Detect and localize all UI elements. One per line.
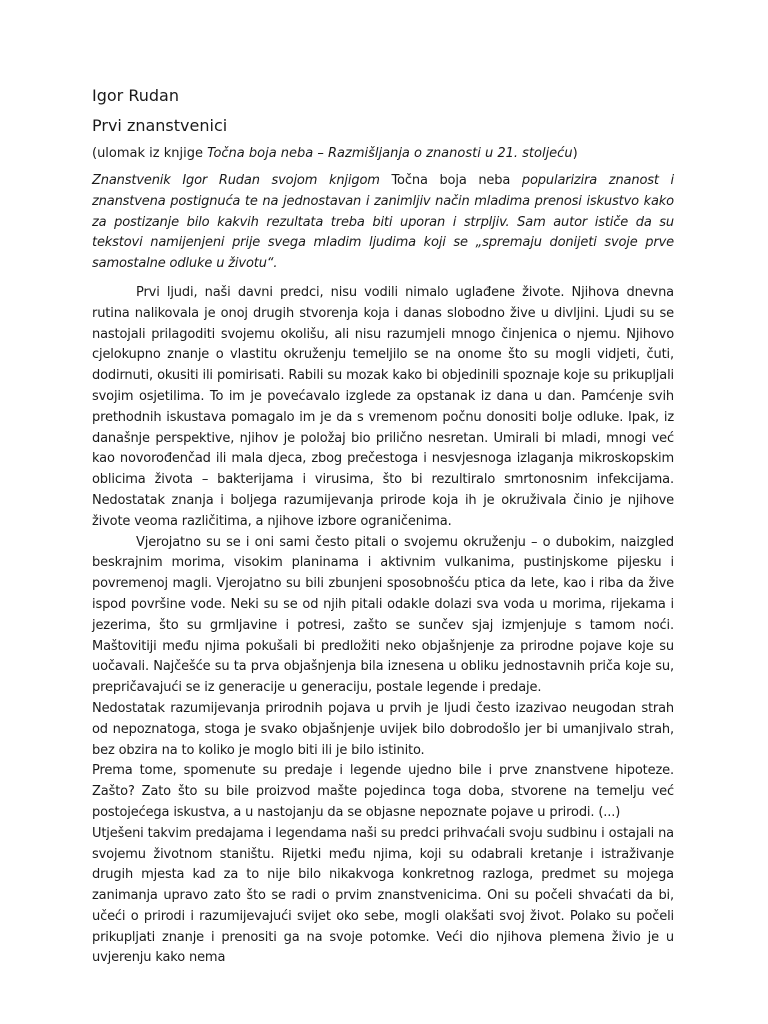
article-title: Prvi znanstvenici <box>92 116 228 135</box>
body-paragraph-4: Prema tome, spomenute su predaje i legende ujedno bile i prve znanstvene hipoteze. Zašto? Zato što su bile proizvod mašte pojedinca toga doba, stvorene na temelju već postojećega iskustva, a u nastojanju da se objasne nepoznate pojave u prirodi. (...) <box>92 763 674 820</box>
document-page <box>92 84 674 969</box>
source-note <box>92 144 674 164</box>
author-name: Igor Rudan <box>92 86 179 105</box>
body-paragraph-3: Nedostatak razumijevanja prirodnih pojava u prvih je ljudi često izazivao neugodan strah od nepoznatoga, stoga je svako objašnjenje uvijek bilo dobrodošlo jer bi umanjivalo strah, bez obzira na to koliko je moglo biti ili je bilo istinito. <box>92 700 674 758</box>
intro-part-1: Znanstvenik Igor Rudan svojom knjigom <box>92 173 392 188</box>
body-paragraph-5: Utješeni takvim predajama i legendama naši su predci prihvaćali svoju sudbinu i ostajali na svojemu životnom staništu. Rijetki među njima, koji su odabrali kretanje i istraživanje drugih mjesta kad za to nije bilo nikakvoga konkretnog razloga, predmet su mojega zanimanja upravo zato što se radi o prvim znanstvenicima. Oni su počeli shvaćati da bi, učeći o prirodi i razumijevajući svijet oko sebe, mogli olakšati svoj život. Polako su počeli prikupljati znanje i prenositi ga na svoje potomke. Veći dio njihova plemena živio je u uvjerenju kako nema <box>92 825 674 966</box>
source-suffix: ) <box>572 146 578 161</box>
source-book-title: Točna boja neba – Razmišljanja o znanosti u 21. stoljeću <box>207 146 573 161</box>
intro-part-2: popularizira znanost i znanstvena postignuća te na jednostavan i zanimljiv način mladima prenosi iskustvo kako za postizanje bilo kakvih rezultata treba biti uporan i strpljiv. Sam autor ističe da su tekstovi namijenjeni prije svega mladim ljudima koji se „spremaju donijeti svoje prve samostalne odluke u životu“. <box>92 173 674 272</box>
intro-paragraph <box>92 171 674 275</box>
source-prefix: (ulomak iz knjige <box>92 146 208 161</box>
body-paragraph-1: Prvi ljudi, naši davni predci, nisu vodili nimalo uglađene živote. Njihova dnevna rutina nalikovala je onoj drugih stvorenja koja i danas slobodno žive u divljini. Ljudi su se nastojali prilagoditi svojemu okolišu, ali nisu razumjeli mnogo činjenica o njemu. Njihovo cjelokupno znanje o vlastitu okruženju temeljilo se na onome što su mogli vidjeti, čuti, dodirnuti, okusiti ili pomirisati. Rabili su mozak kako bi objedinili spoznaje koje su prikupljali svojim osjetilima. To im je povećavalo izglede za opstanak iz dana u dan. Pamćenje svih prethodnih iskustava pomagalo im je da s vremenom počnu donositi bolje odluke. Ipak, iz današnje perspektive, njihov je položaj bio prilično nesretan. Umirali bi mladi, mnogi već kao novorođenčad ili mala djeca, zbog prečestoga i nesvjesnoga izlaganja mikroskopskim oblicima života – bakterijama i virusima, što bi rezultiralo smrtonosnim infekcijama. Nedostatak znanja i boljega razumijevanja prirode koja ih je okruživala činio je njihove živote veoma različitima, a njihove izbore ograničenima. <box>92 284 674 529</box>
body-paragraph-2: Vjerojatno su se i oni sami često pitali o svojemu okruženju – o dubokim, naizgled beskrajnim morima, visokim planinama i aktivnim vulkanima, pustinjskome pijesku i povremenoj magli. Vjerojatno su bili zbunjeni sposobnošću ptica da lete, kao i riba da žive ispod površine vode. Neki su se od njih pitali odakle dolazi sva voda u morima, rijekama i jezerima, što su grmljavine i potresi, zašto se sunčev sjaj izmjenjuje s tamom noći. Maštovitiji među njima pokušali bi predložiti neko objašnjenje za prirodne pojave koje su uočavali. Najčešće su ta prva objašnjenja bila iznesena u obliku jednostavnih priča koje su, prepričavajući se iz generacije u generaciju, postale legende i predaje. <box>92 534 674 696</box>
intro-book-title: Točna boja neba <box>391 173 511 188</box>
